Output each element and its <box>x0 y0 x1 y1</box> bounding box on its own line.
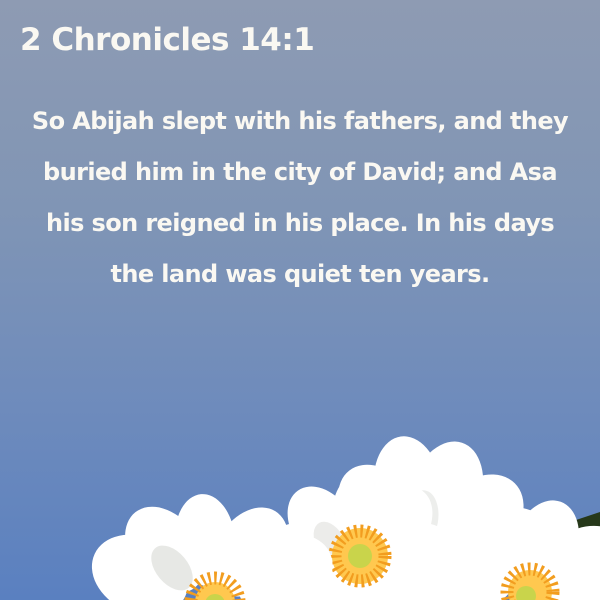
verse-line-2: buried him in the city of David; and Asa <box>43 158 557 186</box>
anemone-flowers-photo <box>0 370 600 600</box>
verse-line-3: his son reigned in his place. In his days <box>45 209 555 237</box>
verse-reference: 2 Chronicles 14:1 <box>20 22 315 58</box>
flower-center <box>348 544 372 568</box>
verse-line-1: So Abijah slept with his fathers, and they <box>31 107 569 135</box>
verse-line-4: the land was quiet ten years. <box>110 260 490 288</box>
verse-text-block <box>0 96 600 300</box>
